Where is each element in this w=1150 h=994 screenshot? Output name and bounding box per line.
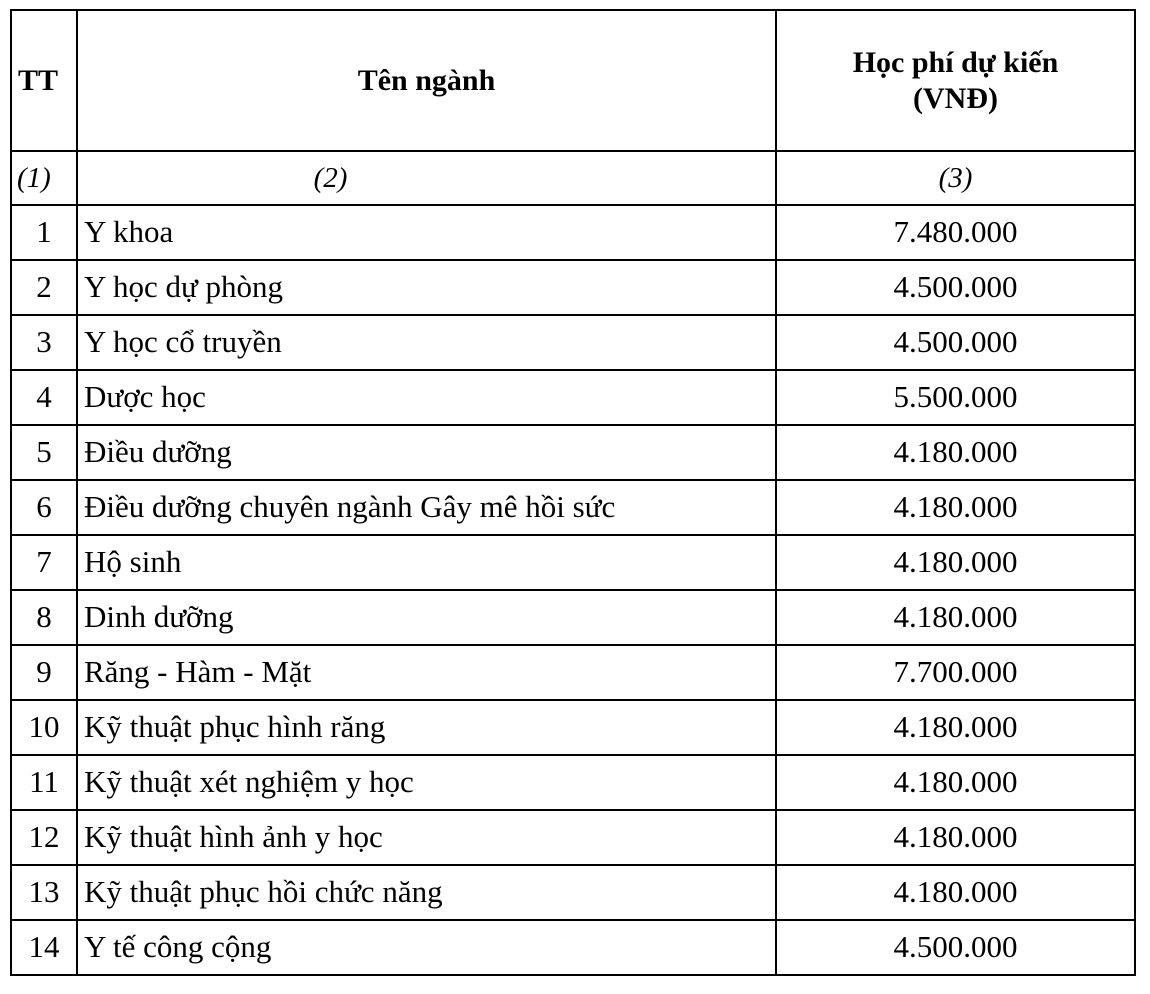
cell-major-name: Dinh dưỡng [77,590,776,645]
table-row [11,425,1135,480]
cell-major-name: Y học cổ truyền [77,315,776,370]
cell-tt: 4 [11,370,77,425]
cell-fee: 4.180.000 [776,755,1135,810]
cell-tt: 9 [11,645,77,700]
cell-major-name: Y học dự phòng [77,260,776,315]
table-row [11,370,1135,425]
cell-fee: 7.700.000 [776,645,1135,700]
cell-major-name: Điều dưỡng [77,425,776,480]
table-row [11,700,1135,755]
cell-tt: 14 [11,920,77,975]
tuition-fee-table [10,9,1136,976]
cell-major-name: Kỹ thuật hình ảnh y học [77,810,776,865]
clipped-text-above-table [0,0,1150,4]
cell-tt: 12 [11,810,77,865]
cell-major-name: Kỹ thuật xét nghiệm y học [77,755,776,810]
cell-fee: 7.480.000 [776,205,1135,260]
column-header-fee-line1: Học phí dự kiến [852,45,1059,79]
cell-major-name: Y tế công cộng [77,920,776,975]
table-header [11,10,1135,205]
cell-major-name: Dược học [77,370,776,425]
cell-fee: 4.500.000 [776,920,1135,975]
cell-major-name: Kỹ thuật phục hồi chức năng [77,865,776,920]
cell-fee: 4.180.000 [776,590,1135,645]
cell-tt: 5 [11,425,77,480]
cell-fee: 4.180.000 [776,865,1135,920]
cell-tt: 10 [11,700,77,755]
cell-major-name: Y khoa [77,205,776,260]
table-row [11,480,1135,535]
table-row [11,810,1135,865]
cell-tt: 13 [11,865,77,920]
cell-major-name: Hộ sinh [77,535,776,590]
table-row [11,315,1135,370]
cell-tt: 2 [11,260,77,315]
table-row [11,920,1135,975]
cell-fee: 4.180.000 [776,425,1135,480]
table-body [11,205,1135,975]
cell-tt: 11 [11,755,77,810]
table-row [11,535,1135,590]
table-row [11,590,1135,645]
cell-fee: 4.500.000 [776,260,1135,315]
table-row [11,205,1135,260]
column-number-name: (2) [77,151,776,205]
column-header-name: Tên ngành [77,10,776,151]
cell-major-name: Điều dưỡng chuyên ngành Gây mê hồi sức [77,480,776,535]
cell-major-name: Răng - Hàm - Mặt [77,645,776,700]
table-row [11,260,1135,315]
cell-tt: 3 [11,315,77,370]
cell-fee: 4.500.000 [776,315,1135,370]
column-header-fee-line2: (VNĐ) [913,81,998,115]
column-number-fee: (3) [776,151,1135,205]
column-header-tt: TT [11,10,77,151]
table-row [11,865,1135,920]
cell-major-name: Kỹ thuật phục hình răng [77,700,776,755]
cell-fee: 4.180.000 [776,700,1135,755]
header-row [11,10,1135,151]
cell-tt: 1 [11,205,77,260]
column-header-fee [776,10,1135,151]
cell-fee: 5.500.000 [776,370,1135,425]
cell-fee: 4.180.000 [776,480,1135,535]
table-row [11,645,1135,700]
cell-tt: 6 [11,480,77,535]
tuition-fee-table-container [10,9,1134,976]
cell-fee: 4.180.000 [776,535,1135,590]
cell-tt: 7 [11,535,77,590]
cell-tt: 8 [11,590,77,645]
cell-fee: 4.180.000 [776,810,1135,865]
column-number-tt: (1) [11,151,77,205]
column-number-row [11,151,1135,205]
table-row [11,755,1135,810]
